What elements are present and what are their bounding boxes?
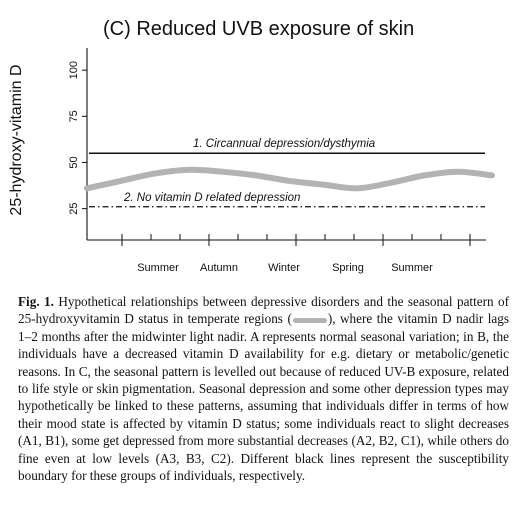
reference-line-label-2: 2. No vitamin D related depression [124, 191, 301, 204]
caption-text-end: ), where the vitamin D nadir lags 1–2 months after the midwinter light nadir. A represents normal seasonal variation; in B, the individuals have a decreased vitamin D availability for e.g. dietary or metabolic/genetic reasons. In C, the seasonal pattern is levelled out because of reduced UV-B exposure, related to life style or skin pigmentation. Seasonal depression and some other depression types may hypothetically be linked to these patterns, assuming that individuals differ in terms of how their mood state is affected by vitamin D status; some individuals react to slight decreases (A1, B1), some get depressed from more substantial decreases (A2, B2, C1), while others do fine even at low levels (A3, B3, C2). Different black lines represent the susceptibility boundary for these groups of individuals, respectively. [18, 311, 510, 484]
x-category-label: Summer [137, 262, 179, 274]
reference-line-label-1: 1. Circannual depression/dysthymia [193, 138, 376, 151]
figure-caption [18, 293, 509, 484]
caption-figure-label: Fig. 1. [18, 294, 54, 309]
vitamin-d-series-line [87, 170, 492, 189]
legend-swatch-icon [293, 318, 327, 323]
x-category-label: Spring [332, 262, 364, 274]
y-axis-label: 25-hydroxy-vitamin D [8, 64, 25, 216]
y-tick-label: 50 [68, 156, 80, 169]
caption-text-start: Hypothetical relationships between depressive disorders and the seasonal pattern of 25-hydroxyvitamin D status in temperate regions ( [18, 294, 509, 327]
y-tick-label: 25 [68, 202, 80, 215]
y-ticks [68, 61, 87, 215]
y-tick-label: 100 [68, 60, 80, 80]
y-tick-label: 75 [68, 110, 80, 123]
x-category-label: Summer [391, 262, 433, 274]
x-category-label: Autumn [200, 262, 238, 274]
series-layer [87, 170, 492, 189]
chart-title: (C) Reduced UVB exposure of skin [103, 18, 415, 40]
x-category-label: Winter [268, 262, 300, 274]
